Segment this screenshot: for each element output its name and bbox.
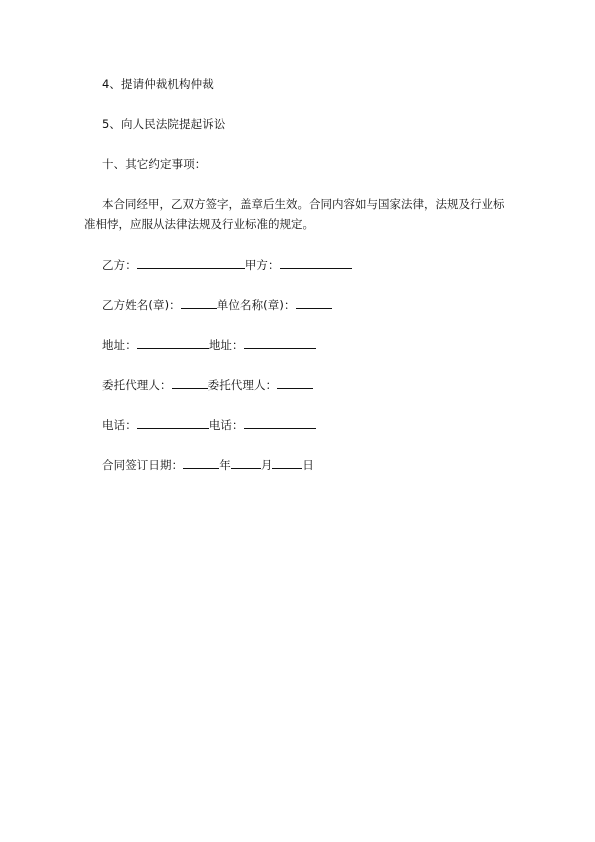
party-a-blank[interactable] (280, 256, 352, 269)
party-b-name-label: 乙方姓名(章)： (102, 298, 181, 312)
address-label-b: 地址： (102, 338, 137, 352)
party-row (102, 256, 352, 273)
month-label: 月 (260, 458, 273, 472)
party-b-name-blank[interactable] (181, 296, 217, 309)
phone-label-a: 电话： (208, 418, 244, 432)
signing-date-row (102, 456, 314, 473)
party-b-blank[interactable] (137, 256, 245, 269)
agent-blank-b[interactable] (172, 376, 208, 389)
phone-blank-b[interactable] (137, 416, 209, 429)
agent-row (102, 376, 313, 393)
phone-blank-a[interactable] (244, 416, 316, 429)
address-blank-b[interactable] (137, 336, 209, 349)
name-seal-row (102, 296, 332, 313)
address-label-a: 地址： (208, 338, 244, 352)
section-10-heading: 十、其它约定事项： (102, 157, 207, 171)
year-blank[interactable] (183, 456, 219, 469)
agent-label-b: 委托代理人： (102, 378, 172, 392)
party-b-label: 乙方： (102, 258, 137, 272)
agent-blank-a[interactable] (277, 376, 313, 389)
section-10-paragraph (84, 194, 544, 234)
paragraph-line-1: 本合同经甲，乙双方签字，盖章后生效。合同内容如与国家法律，法规及行业标 (102, 197, 505, 211)
phone-label-b: 电话： (102, 418, 137, 432)
signing-date-label: 合同签订日期： (102, 458, 184, 472)
unit-name-blank[interactable] (296, 296, 332, 309)
month-blank[interactable] (231, 456, 261, 469)
address-blank-a[interactable] (244, 336, 316, 349)
paragraph-line-2: 准相悖，应服从法律法规及行业标准的规定。 (84, 217, 314, 231)
unit-name-label: 单位名称(章)： (216, 298, 296, 312)
phone-row (102, 416, 316, 433)
agent-label-a: 委托代理人： (207, 378, 278, 392)
dispute-item-5: 5、向人民法院提起诉讼 (102, 117, 226, 131)
address-row (102, 336, 316, 353)
party-a-label: 甲方： (244, 258, 280, 272)
day-label: 日 (302, 458, 315, 472)
year-label: 年 (219, 458, 231, 472)
dispute-item-4: 4、提请仲裁机构仲裁 (102, 77, 214, 91)
day-blank[interactable] (272, 456, 302, 469)
